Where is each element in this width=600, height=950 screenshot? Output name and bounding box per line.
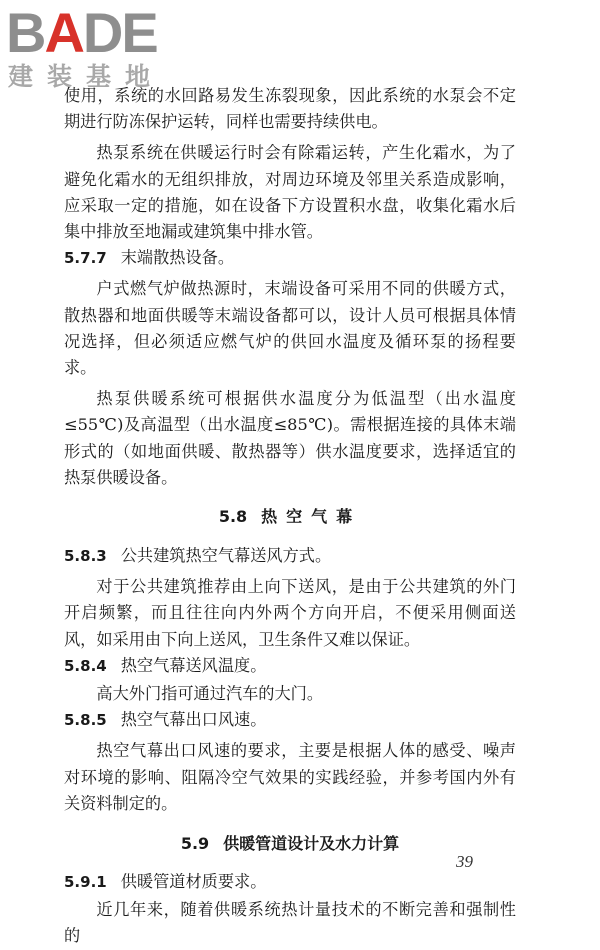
paragraph-pipe-material: 近几年来，随着供暖系统热计量技术的不断完善和强制性的 <box>64 900 516 946</box>
clause-title: 热空气幕出口风速。 <box>120 710 267 730</box>
clause-5-8-4 <box>64 653 516 679</box>
clause-title: 供暖管道材质要求。 <box>120 872 267 892</box>
clause-5-8-3 <box>64 543 516 569</box>
paragraph-continuation: 使用，系统的水回路易发生冻裂现象，因此系统的水泵会不定期进行防冻保护运转，同样也需要持续供电。 <box>64 86 516 132</box>
paragraph-gas-boiler: 户式燃气炉做热源时，末端设备可采用不同的供暖方式，散热器和地面供暖等末端设备都可以，设计人员可根据具体情况选择，但必须适应燃气炉的供回水温度及循环泵的扬程要求。 <box>64 279 516 378</box>
paragraph-outlet-velocity: 热空气幕出口风速的要求，主要是根据人体的感受、噪声对环境的影响、阻隔冷空气效果的实践经验，并参考国内外有关资料制定的。 <box>64 741 516 813</box>
logo-subtitle: 建装基地 <box>8 62 165 91</box>
clause-5-9-1 <box>64 869 516 895</box>
section-title: 供暖管道设计及水力计算 <box>223 834 400 854</box>
logo-accent-letter: A <box>44 1 83 64</box>
clause-5-8-5 <box>64 707 516 733</box>
clause-title: 公共建筑热空气幕送风方式。 <box>120 546 332 566</box>
clause-number: 5.8.5 <box>64 711 107 730</box>
clause-number: 5.8.3 <box>64 547 107 566</box>
clause-number: 5.9.1 <box>64 873 107 892</box>
section-heading-5-9 <box>64 831 516 857</box>
paragraph-air-curtain-direction: 对于公共建筑推荐由上向下送风，是由于公共建筑的外门开启频繁，而且往往向内外两个方向开启，不便采用侧面送风，如采用由下向上送风，卫生条件又难以保证。 <box>64 577 516 649</box>
section-number: 5.9 <box>180 834 210 854</box>
clause-5-7-7 <box>64 245 516 271</box>
paragraph-defrost: 热泵系统在供暖运行时会有除霜运转，产生化霜水，为了避免化霜水的无组织排放，对周边环境及邻里关系造成影响，应采取一定的措施，如在设备下方设置积水盘，收集化霜水后集中排放至地漏或建筑集中排水管。 <box>64 143 516 242</box>
section-number: 5.8 <box>218 507 248 527</box>
paragraph-large-doors: 高大外门指可通过汽车的大门。 <box>96 684 324 704</box>
page-number: 39 <box>456 852 473 871</box>
document-body <box>64 83 516 950</box>
section-title: 热空气幕 <box>261 507 362 527</box>
clause-title: 热空气幕送风温度。 <box>120 655 267 675</box>
clause-title: 末端散热设备。 <box>120 248 235 268</box>
clause-number: 5.8.4 <box>64 656 107 675</box>
section-heading-5-8 <box>64 504 516 530</box>
paragraph-heat-pump: 热泵供暖系统可根据供水温度分为低温型（出水温度≤55℃)及高温型（出水温度≤85℃)。需根据连接的具体末端形式的（如地面供暖、散热器等）供水温度要求，选择适宜的热泵供暖设备。 <box>64 389 516 487</box>
clause-number: 5.7.7 <box>64 249 107 268</box>
logo-wordmark: BADE <box>6 1 157 64</box>
